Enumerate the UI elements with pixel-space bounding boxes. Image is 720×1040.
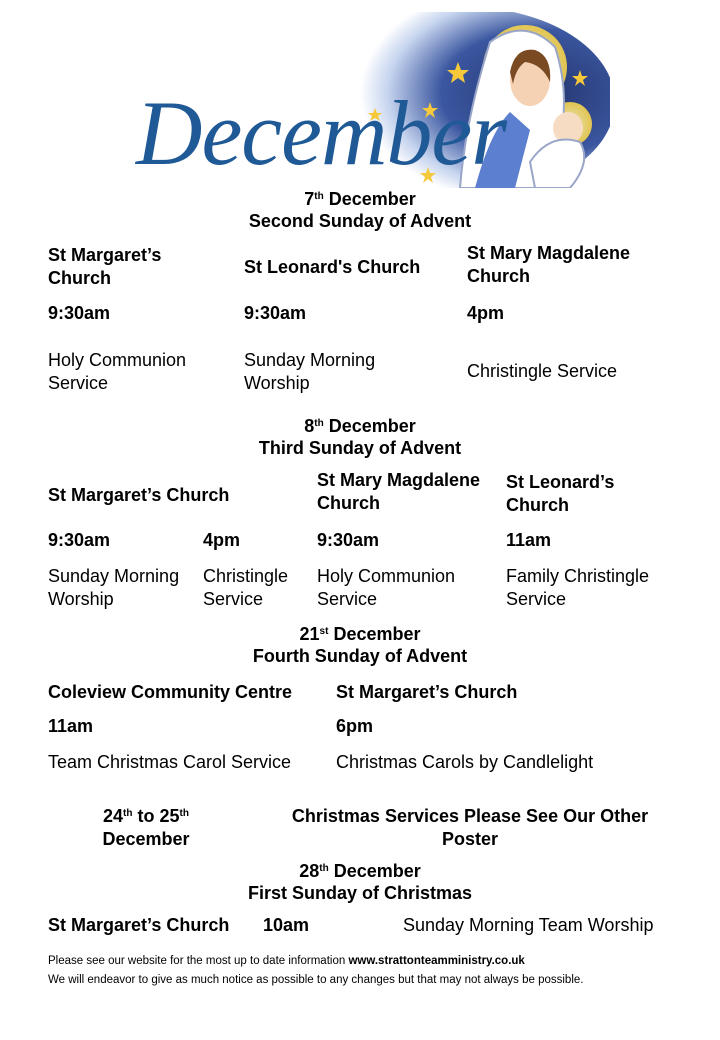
date-suffix: th xyxy=(123,808,133,819)
service-name: Team Christmas Carol Service xyxy=(48,752,292,772)
section-date-heading xyxy=(0,623,720,667)
date-suffix: th xyxy=(179,808,189,819)
date-range xyxy=(66,805,226,851)
section-date-heading xyxy=(0,860,720,904)
date-month: December xyxy=(328,189,416,209)
date-suffix: th xyxy=(319,863,329,874)
service-time: 4pm xyxy=(467,303,505,323)
website-link[interactable]: www.strattonteamministry.co.uk xyxy=(348,955,525,967)
service-name: Holy Communion Service xyxy=(317,566,456,609)
service-name: Christingle Service xyxy=(467,361,618,381)
section-subtitle: Fourth Sunday of Advent xyxy=(252,646,468,666)
service-name: Family Christingle Service xyxy=(506,566,650,609)
church-name: Coleview Community Centre xyxy=(48,682,293,702)
service-name: Sunday Morning Worship xyxy=(48,566,180,609)
footer-text: Please see our website for the most up to date information xyxy=(48,955,349,967)
date-month: December xyxy=(333,624,421,644)
date-day: 7 xyxy=(304,189,315,209)
service-name: Sunday Morning Worship xyxy=(244,350,376,393)
date-suffix: th xyxy=(314,191,324,202)
date-month: December xyxy=(328,416,416,436)
service-time: 9:30am xyxy=(317,530,380,550)
section-date-heading xyxy=(0,415,720,459)
date-day: 28 xyxy=(299,861,320,881)
church-name: St Leonard’s Church xyxy=(506,472,615,515)
church-name: St Mary Magdalene Church xyxy=(317,470,481,513)
church-name: St Margaret’s Church xyxy=(48,915,230,935)
church-name: St Leonard's Church xyxy=(244,257,421,277)
service-name: Christmas Carols by Candlelight xyxy=(336,752,594,772)
footer-line-2: We will endeavor to give as much notice as possible to any changes but that may not always be possible. xyxy=(48,974,584,986)
date-day: 21 xyxy=(299,624,320,644)
date-day: 24 xyxy=(103,806,124,826)
church-name: St Margaret’s Church xyxy=(336,682,518,702)
service-name: Holy Communion Service xyxy=(48,350,187,393)
service-time: 9:30am xyxy=(244,303,307,323)
date-month: December xyxy=(102,829,190,849)
service-time: 11am xyxy=(48,716,94,736)
church-name: St Margaret’s Church xyxy=(48,245,162,288)
christmas-note: Christmas Services Please See Our Other Poster xyxy=(291,806,649,849)
date-range-connector: to xyxy=(137,806,155,826)
date-suffix: th xyxy=(314,418,324,429)
church-name: St Mary Magdalene Church xyxy=(467,243,631,286)
service-name: Christingle Service xyxy=(203,566,289,609)
date-day: 8 xyxy=(304,416,315,436)
section-subtitle: First Sunday of Christmas xyxy=(247,883,473,903)
church-name: St Margaret’s Church xyxy=(48,485,230,505)
date-day: 25 xyxy=(159,806,180,826)
section-date-heading xyxy=(0,188,720,232)
date-suffix: st xyxy=(319,626,329,637)
service-time: 6pm xyxy=(336,716,374,736)
header-banner xyxy=(130,12,610,188)
service-time: 4pm xyxy=(203,530,241,550)
service-time: 9:30am xyxy=(48,530,111,550)
footer xyxy=(48,952,688,990)
service-time: 9:30am xyxy=(48,303,111,323)
service-time: 10am xyxy=(263,915,310,935)
date-month: December xyxy=(333,861,421,881)
section-subtitle: Third Sunday of Advent xyxy=(258,438,462,458)
header-title: December xyxy=(136,82,507,184)
service-time: 11am xyxy=(506,530,552,550)
service-name: Sunday Morning Team Worship xyxy=(403,915,654,935)
section-subtitle: Second Sunday of Advent xyxy=(248,211,472,231)
footer-line-1 xyxy=(48,952,688,971)
